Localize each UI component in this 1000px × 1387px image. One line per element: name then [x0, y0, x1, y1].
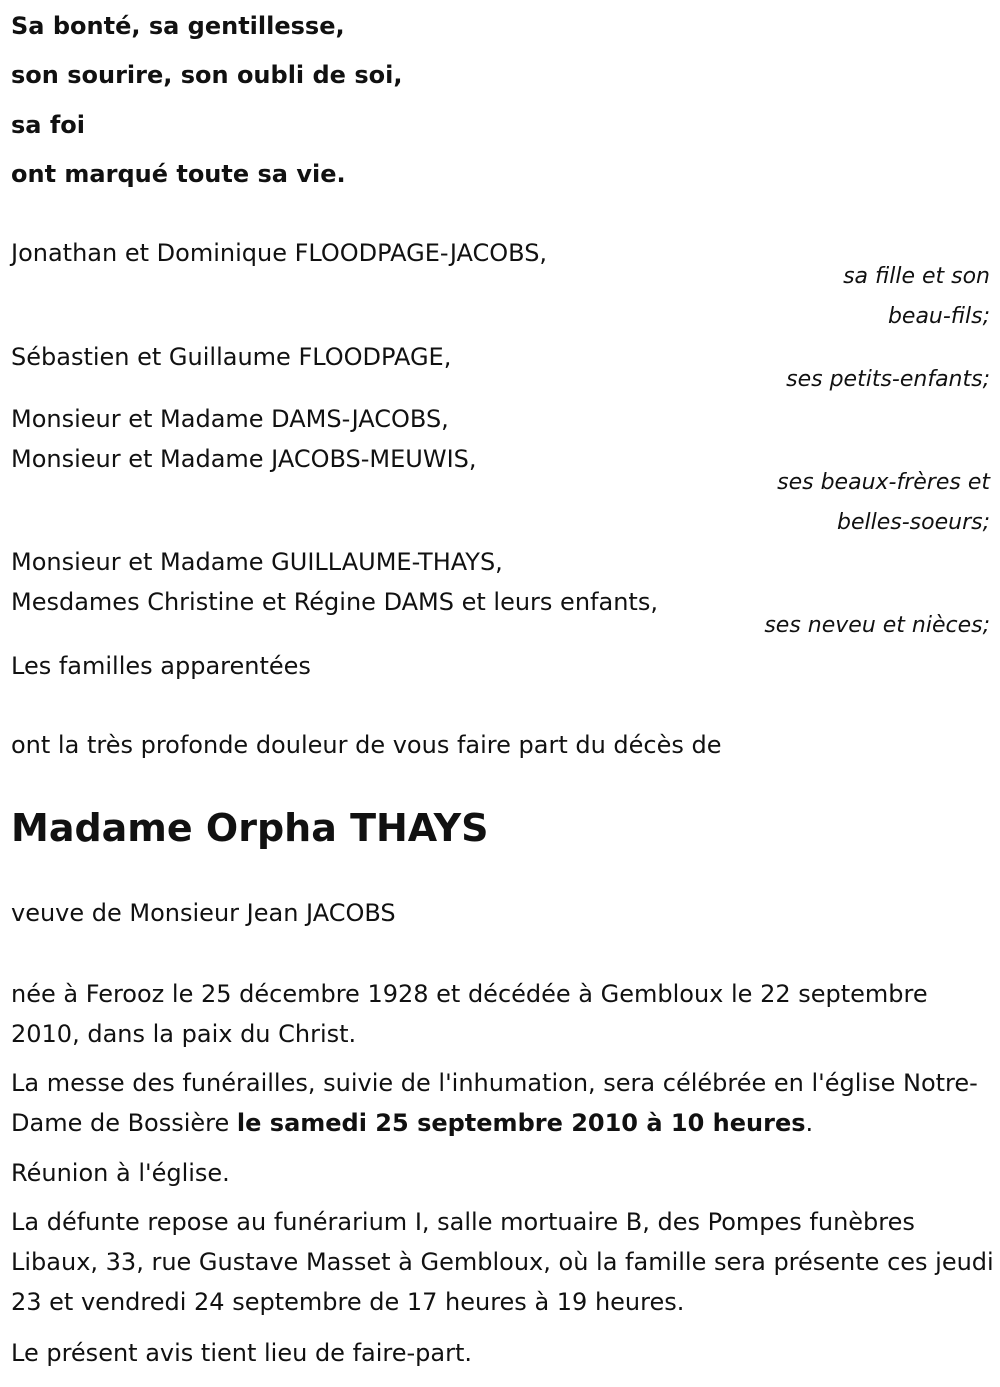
announcement-text: ont la très profonde douleur de vous faire part du décès de	[11, 731, 722, 759]
mass-text: La messe des funérailles, suivie de l'inhumation, sera célébrée en l'église Notre-Dame de Bossière	[11, 1069, 978, 1137]
mass-paragraph	[11, 1063, 996, 1143]
family-christine-regine: Mesdames Christine et Régine DAMS et leurs enfants,	[11, 588, 658, 616]
role-grandchildren: ses petits-enfants;	[786, 367, 990, 392]
poem-line-3: sa foi	[11, 111, 85, 139]
poem-line-2: son sourire, son oubli de soi,	[11, 61, 403, 89]
meeting-paragraph: Réunion à l'église.	[11, 1159, 230, 1187]
rests-paragraph: La défunte repose au funérarium I, salle mortuaire B, des Pompes funèbres Libaux, 33, rue Gustave Masset à Gembloux, où la famille sera présente ces jeudi 23 et vendredi 24 septembre de 17 heures à 19 heures.	[11, 1208, 994, 1316]
role-daughter-line-2: beau-fils;	[887, 304, 990, 329]
poem-line-1: Sa bonté, sa gentillesse,	[11, 12, 345, 40]
family-jonathan: Jonathan et Dominique FLOODPAGE-JACOBS,	[11, 239, 548, 267]
role-nephews: ses neveu et nièces;	[764, 613, 990, 638]
mass-date: le samedi 25 septembre 2010 à 10 heures	[236, 1109, 806, 1137]
role-inlaws-line-2: belles-soeurs;	[837, 510, 990, 535]
poem-line-4: ont marqué toute sa vie.	[11, 160, 346, 188]
notice-paragraph: Le présent avis tient lieu de faire-part.	[11, 1339, 473, 1367]
widow-of: veuve de Monsieur Jean JACOBS	[11, 899, 396, 927]
deceased-name: Madame Orpha THAYS	[11, 806, 489, 850]
family-dams-jacobs: Monsieur et Madame DAMS-JACOBS,	[11, 405, 449, 433]
birth-death-paragraph: née à Ferooz le 25 décembre 1928 et décédée à Gembloux le 22 septembre 2010, dans la paix du Christ.	[11, 980, 928, 1048]
role-daughter-line-1: sa fille et son	[843, 264, 990, 289]
family-related: Les familles apparentées	[11, 652, 311, 680]
family-jacobs-meuwis: Monsieur et Madame JACOBS-MEUWIS,	[11, 445, 477, 473]
mass-end: .	[805, 1109, 814, 1137]
family-guillaume-thays: Monsieur et Madame GUILLAUME-THAYS,	[11, 548, 503, 576]
role-inlaws-line-1: ses beaux-frères et	[777, 470, 990, 495]
family-sebastien: Sébastien et Guillaume FLOODPAGE,	[11, 343, 452, 371]
